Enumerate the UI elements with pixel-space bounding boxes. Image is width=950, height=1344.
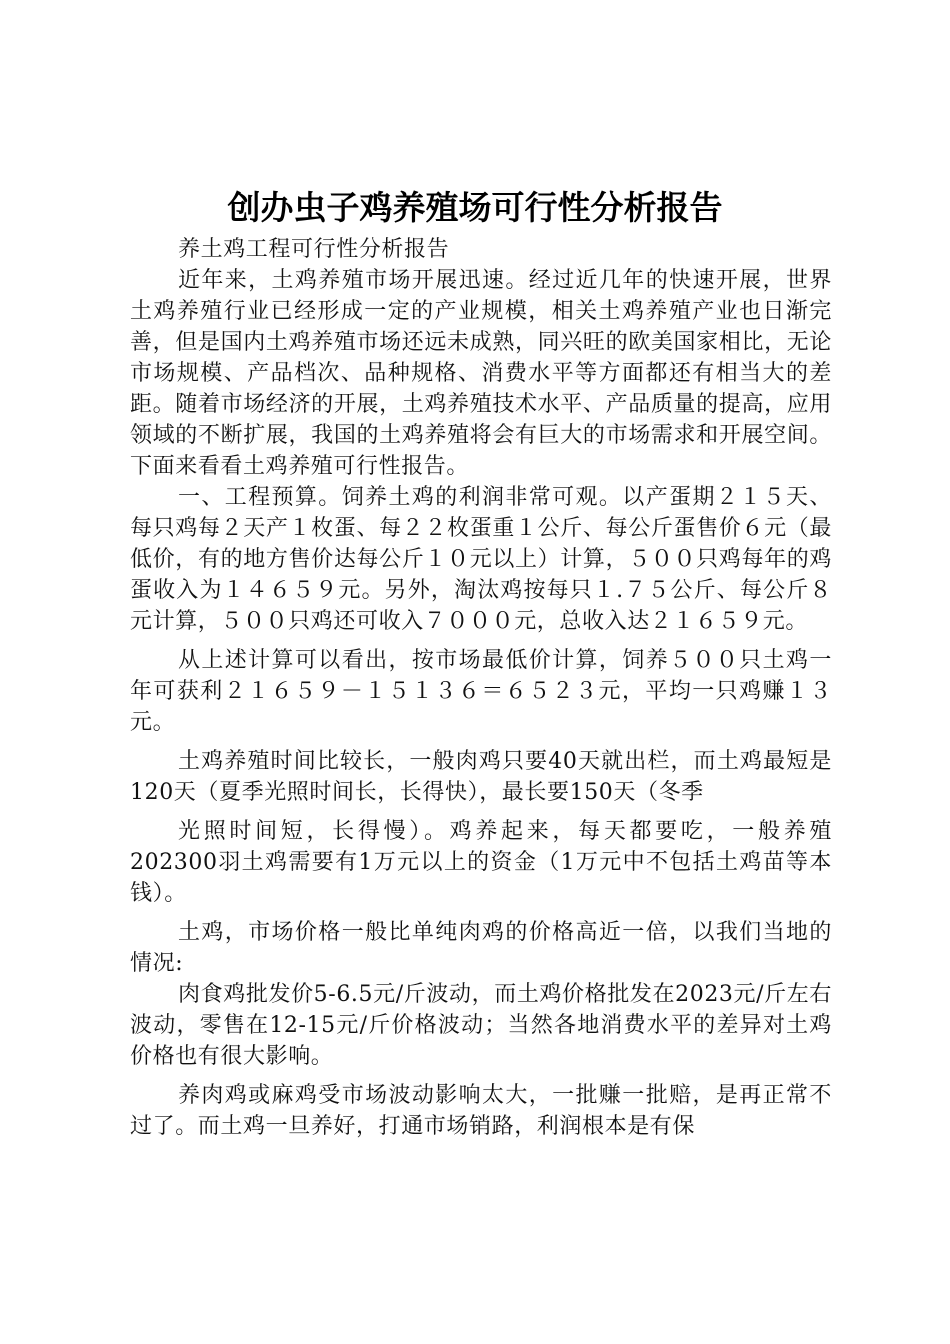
profit-paragraph: 从上述计算可以看出，按市场最低价计算，饲养５００只土鸡一年可获利２１６５９－１５１３６＝６５２３元，平均一只鸡赚１３元。	[130, 648, 832, 735]
wholesale-price-paragraph: 肉食鸡批发价5-6.5元/斤波动，而土鸡价格批发在2023元/斤左右波动，零售在12-15元/斤价格波动；当然各地消费水平的差异对土鸡价格也有很大影响。	[130, 982, 832, 1069]
document-title: 创办虫子鸡养殖场可行性分析报告	[227, 188, 723, 227]
intro-paragraph: 近年来，土鸡养殖市场开展迅速。经过近几年的快速开展，世界土鸡养殖行业已经形成一定的产业规模，相关土鸡养殖产业也日渐完善，但是国内土鸡养殖市场还远未成熟，同兴旺的欧美国家相比，无论市场规模、产品档次、品种规格、消费水平等方面都还有相当大的差距。随着市场经济的开展，土鸡养殖技术水平、产品质量的提高，应用领域的不断扩展，我国的土鸡养殖将会有巨大的市场需求和开展空间。下面来看看土鸡养殖可行性报告。	[130, 268, 832, 479]
market-risk-paragraph: 养肉鸡或麻鸡受市场波动影响太大，一批赚一批赔，是再正常不过了。而土鸡一旦养好，打通市场销路，利润根本是有保	[130, 1083, 832, 1139]
breeding-time-paragraph: 土鸡养殖时间比较长，一般肉鸡只要40天就出栏，而土鸡最短是120天（夏季光照时间长，长得快），最长要150天（冬季	[130, 749, 832, 805]
subtitle-paragraph: 养土鸡工程可行性分析报告	[178, 237, 450, 262]
market-price-paragraph: 土鸡，市场价格一般比单纯肉鸡的价格高近一倍，以我们当地的情况:	[130, 920, 832, 976]
document-body	[130, 234, 832, 1142]
budget-paragraph: 一、工程预算。饲养土鸡的利润非常可观。以产蛋期２１５天、每只鸡每２天产１枚蛋、每２２枚蛋重１公斤、每公斤蛋售价６元（最低价，有的地方售价达每公斤１０元以上）计算，５００只鸡每年的鸡蛋收入为１４６５９元。另外，淘汰鸡按每只１.７５公斤、每公斤８元计算，５００只鸡还可收入７０００元，总收入达２１６５９元。	[130, 485, 832, 634]
capital-paragraph: 光照时间短，长得慢）。鸡养起来，每天都要吃，一般养殖202300羽土鸡需要有1万元以上的资金（1万元中不包括土鸡苗等本钱）。	[130, 819, 832, 906]
